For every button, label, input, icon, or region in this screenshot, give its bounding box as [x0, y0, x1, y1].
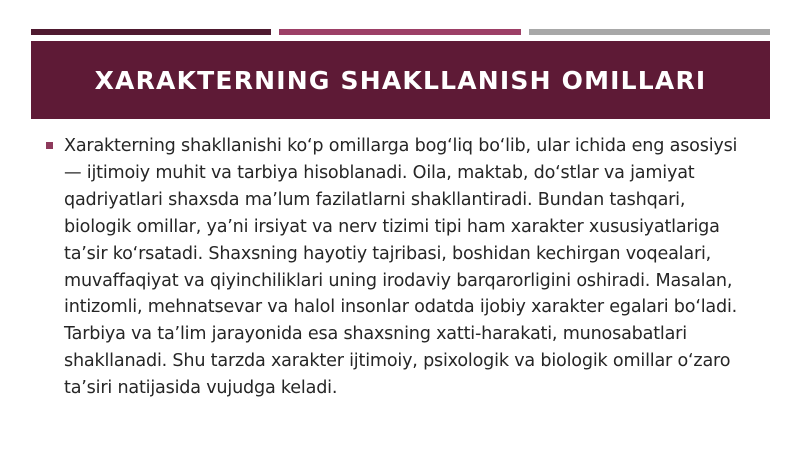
accent-stripe-right — [529, 29, 770, 35]
slide-title: XARAKTERNING SHAKLLANISH OMILLARI — [94, 65, 707, 95]
accent-stripe-left — [31, 29, 271, 35]
accent-stripe-middle — [279, 29, 521, 35]
slide-content — [46, 133, 746, 402]
bullet-item — [46, 133, 746, 402]
square-bullet-icon — [46, 142, 53, 149]
title-band — [31, 41, 770, 119]
bullet-text: Xarakterning shakllanishi ko‘p omillarga bog‘liq bo‘lib, ular ichida eng asosiysi — ijtimoiy muhit va tarbiya hisoblanadi. Oila, maktab, do‘stlar va jamiyat qadriyatlari shaxsda ma’lum fazilatlarni shakllantiradi. Bundan tashqari, biologik omillar, ya’ni irsiyat va nerv tizimi tipi ham xarakter xususiyatlariga ta’sir ko‘rsatadi. Shaxsning hayotiy tajribasi, boshidan kechirgan voqealari, muvaffaqiyat va qiyinchiliklari uning irodaviy barqarorligini oshiradi. Masalan, intizomli, mehnatsevar va halol insonlar odatda ijobiy xarakter egalari bo‘ladi. Tarbiya va ta’lim jarayonida esa shaxsning xatti-harakati, munosabatlari shakllanadi. Shu tarzda xarakter ijtimoiy, psixologik va biologik omillar o‘zaro ta’siri natijasida vujudga keladi. — [64, 136, 738, 399]
